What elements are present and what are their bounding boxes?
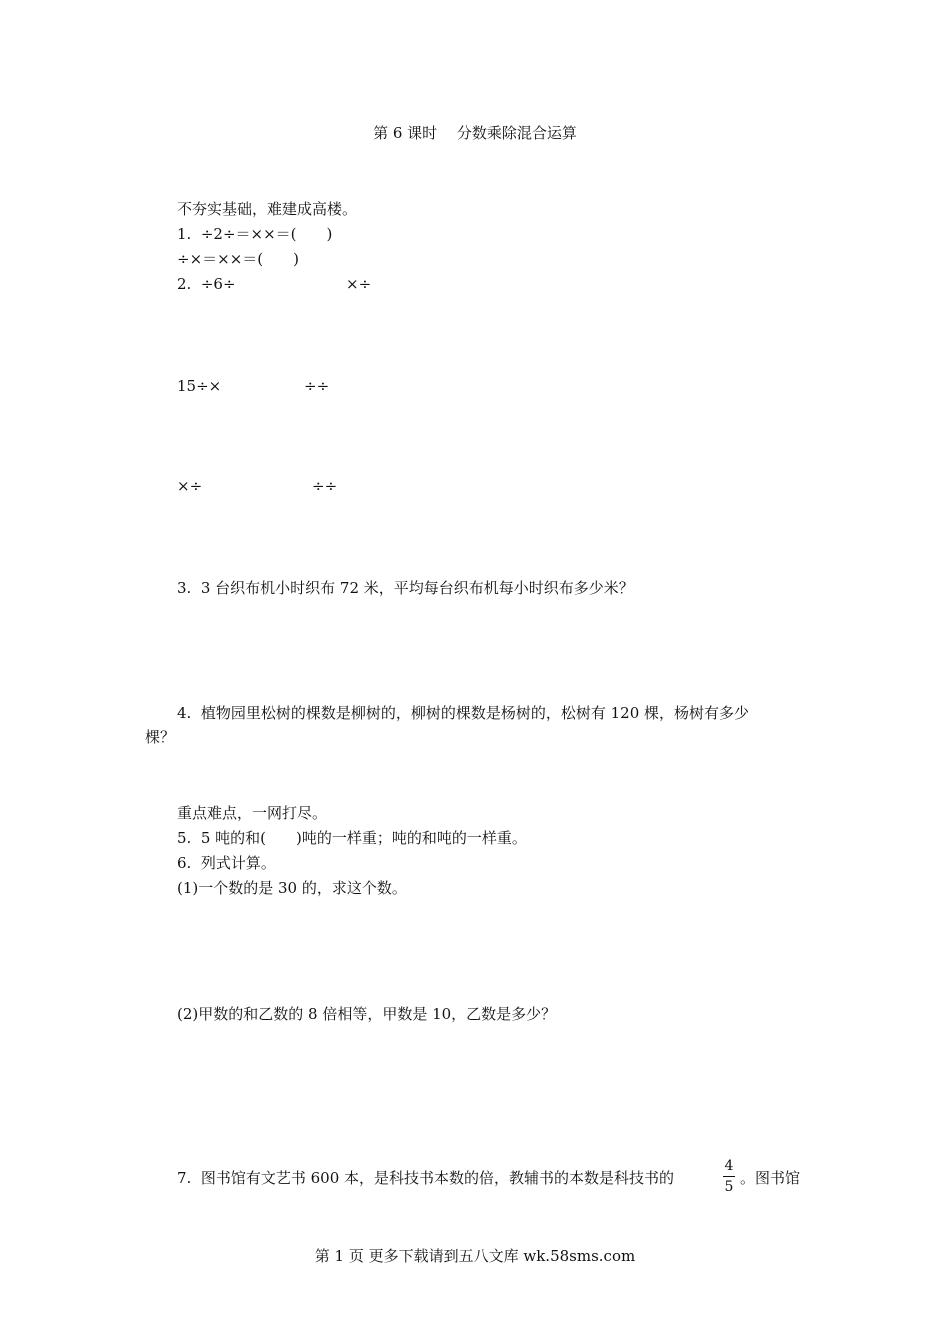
question-1-line-1: 1. ÷2÷＝××＝( ) [177, 225, 333, 243]
question-4-line-2: 棵？ [145, 728, 176, 746]
question-5: 5. 5 吨的和( )吨的一样重；吨的和吨的一样重。 [177, 829, 527, 847]
question-2-expr-1: 2. ÷6÷ [177, 275, 236, 293]
question-2-expr-3: 15÷× [177, 377, 222, 395]
question-4-line-1: 4. 植物园里松树的棵数是柳树的，柳树的棵数是杨树的，松树有 120 棵，杨树有多少 [177, 704, 750, 722]
page-title: 第 6 课时 分数乘除混合运算 [373, 124, 577, 142]
question-7-fraction-numerator: 4 [724, 1158, 734, 1174]
question-2-expr-6: ÷÷ [312, 477, 338, 495]
question-6-part-2: (2)甲数的和乙数的 8 倍相等，甲数是 10，乙数是多少？ [177, 1005, 557, 1023]
question-6: 6. 列式计算。 [177, 854, 276, 872]
question-2-expr-4: ÷÷ [304, 377, 330, 395]
page-footer: 第 1 页 更多下载请到五八文库 wk.58sms.com [314, 1247, 636, 1265]
question-6-part-1: (1)一个数的是 30 的，求这个数。 [177, 879, 407, 897]
question-7-fraction-denominator: 5 [724, 1179, 734, 1195]
question-2-expr-5: ×÷ [177, 477, 203, 495]
section-heading-basics: 不夯实基础，难建成高楼。 [177, 200, 358, 218]
question-7-fraction-bar [723, 1176, 735, 1177]
question-7-text: 7. 图书馆有文艺书 600 本，是科技书本数的倍，教辅书的本数是科技书的 [177, 1169, 675, 1187]
section-heading-key-points: 重点难点，一网打尽。 [177, 804, 328, 822]
question-3: 3. 3 台织布机小时织布 72 米，平均每台织布机每小时织布多少米？ [177, 579, 634, 597]
question-7-tail: 。图书馆 [740, 1169, 801, 1187]
question-1-line-2: ÷×＝××＝( ) [177, 250, 299, 268]
question-2-expr-2: ×÷ [346, 275, 372, 293]
